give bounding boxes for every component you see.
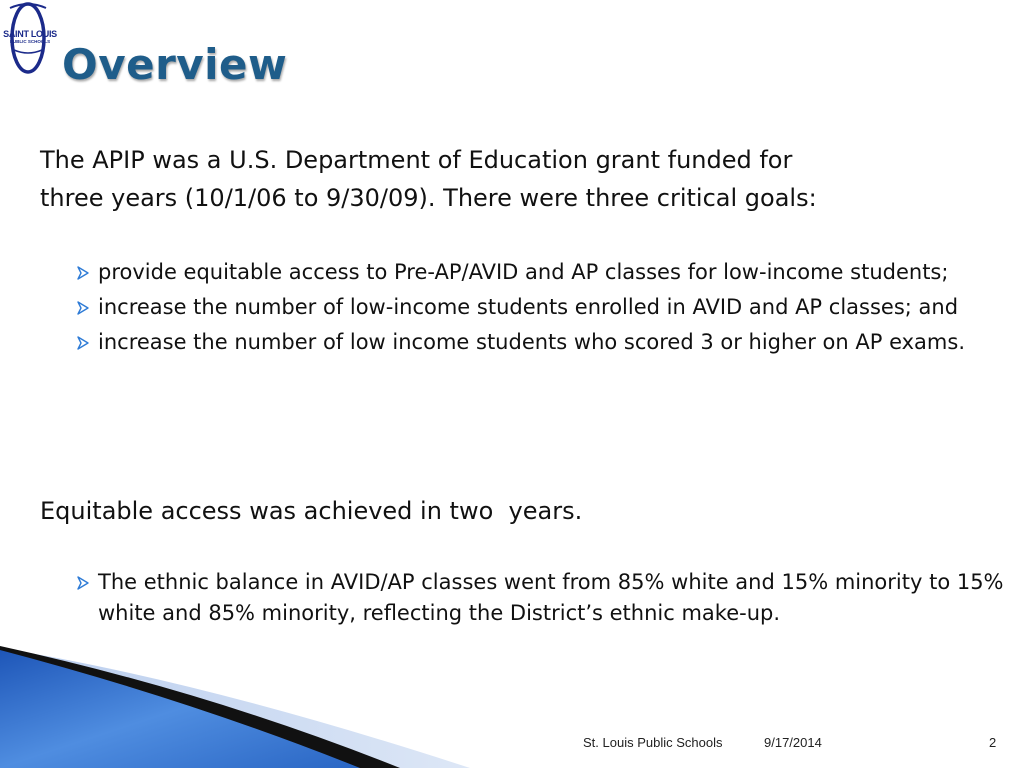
goals-list — [76, 257, 1006, 362]
ethnic-item — [76, 567, 1006, 629]
goal-text: increase the number of low income students who scored 3 or higher on AP exams. — [98, 330, 965, 354]
arrow-right-icon — [76, 266, 90, 280]
goal-text: increase the number of low-income students enrolled in AVID and AP classes; and — [98, 295, 959, 319]
ethnic-text: The ethnic balance in AVID/AP classes went from 85% white and 15% minority to 15% white and 85% minority, reflecting the District’s ethnic make-up. — [98, 570, 1004, 625]
arrow-right-icon — [76, 576, 90, 590]
goal-item — [76, 257, 1006, 288]
logo-line-1: SAINT LOUIS — [3, 29, 57, 39]
goal-text: provide equitable access to Pre-AP/AVID and AP classes for low-income students; — [98, 260, 949, 284]
access-statement: Equitable access was achieved in two years. — [40, 497, 583, 525]
logo-line-2: PUBLIC SCHOOLS — [9, 39, 51, 44]
footer-date: 9/17/2014 — [764, 735, 822, 750]
goal-item — [76, 327, 1006, 358]
intro-line-2: three years (10/1/06 to 9/30/09). There were three critical goals: — [40, 184, 817, 212]
logo-text — [0, 30, 60, 45]
school-logo — [0, 0, 60, 80]
arrow-right-icon — [76, 301, 90, 315]
footer-organization: St. Louis Public Schools — [583, 735, 723, 750]
decorative-swoosh — [0, 640, 470, 768]
ethnic-list — [76, 567, 1006, 633]
intro-paragraph — [40, 141, 1000, 217]
arrow-right-icon — [76, 336, 90, 350]
footer-page-number: 2 — [989, 735, 997, 750]
intro-line-1: The APIP was a U.S. Department of Education grant funded for — [40, 146, 793, 174]
goal-item — [76, 292, 1006, 323]
slide-title: Overview — [62, 40, 288, 89]
